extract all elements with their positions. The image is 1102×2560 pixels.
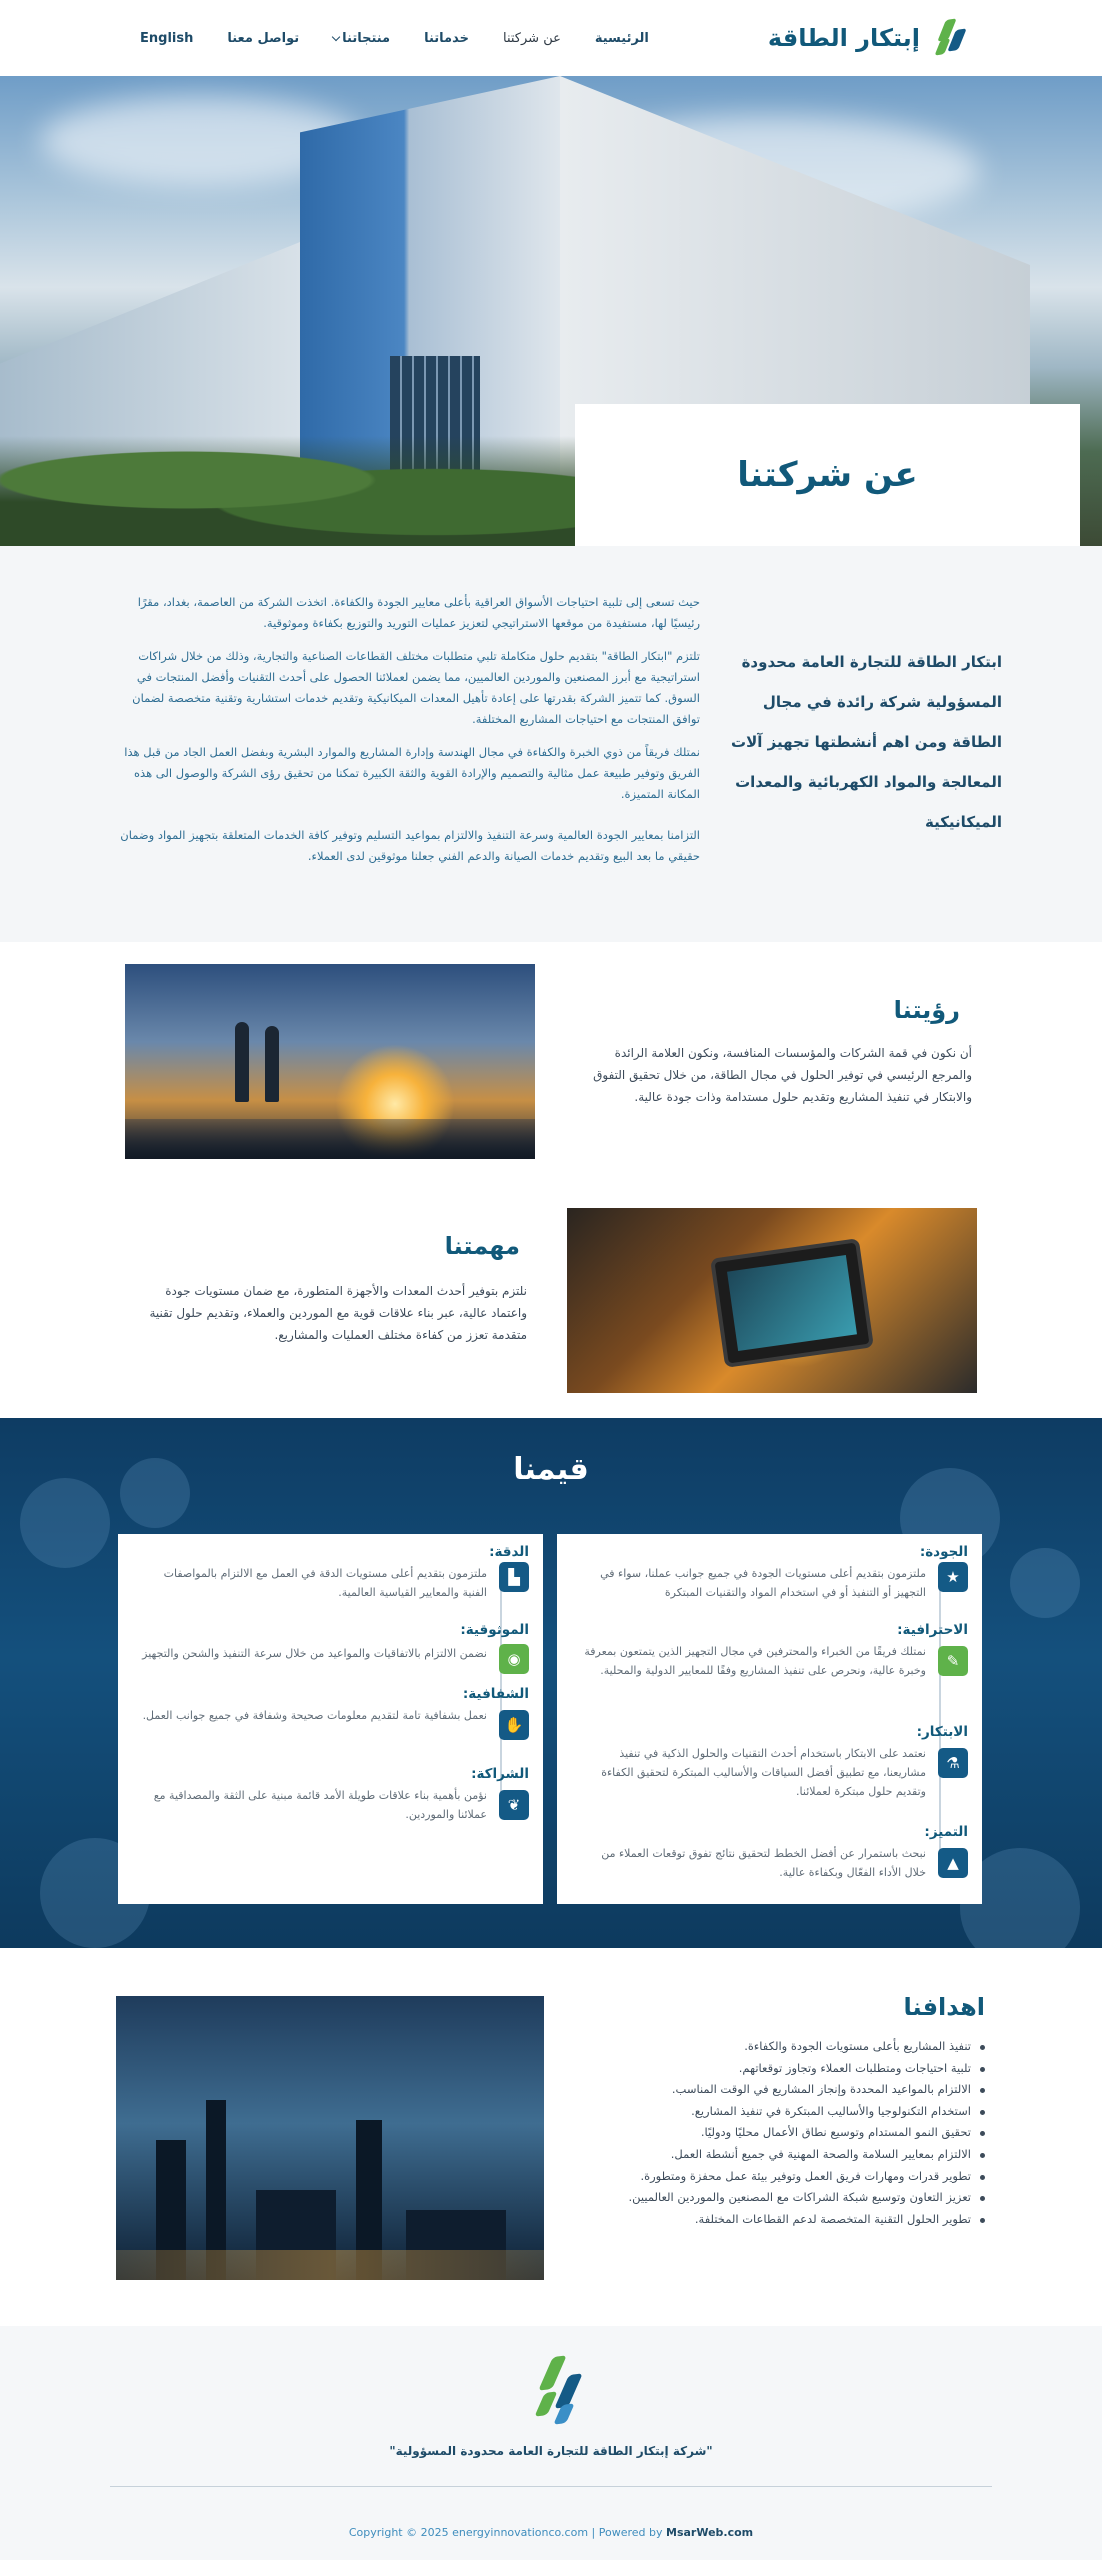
list-item: تطوير قدرات ومهارات فريق العمل وتوفير بيئة عمل محفزة ومتطورة. (565, 2166, 985, 2188)
value-title: الجودة: (919, 1544, 968, 1560)
goals-section (0, 1948, 1102, 2326)
award-icon: ★ (938, 1562, 968, 1592)
nav-products[interactable] (333, 31, 390, 46)
value-title: الدقة: (489, 1544, 529, 1560)
graduation-cap-icon: ▲ (938, 1848, 968, 1878)
footer (0, 2326, 1102, 2560)
nav-home[interactable]: الرئيسية (594, 30, 649, 46)
eye-icon: ◉ (499, 1644, 529, 1674)
footer-logo-icon (528, 2352, 588, 2426)
values-section (0, 1418, 1102, 1948)
list-item: استخدام التكنولوجيا والأساليب المبتكرة في تنفيذ المشاريع. (565, 2101, 985, 2123)
tools-icon: ✎ (938, 1646, 968, 1676)
hands-icon: ✋ (499, 1710, 529, 1740)
main-menu (140, 31, 649, 46)
value-text: نعتمد على الابتكار باستخدام أحدث التقنيات والحلول الذكية في تنفيذ مشاريعنا، مع تطبيق أفضل السياقات والأساليب المبتكرة لتحقيق الكفاءة وتقديم حلول مبتكرة لعملائنا. (601, 1747, 926, 1798)
vision-mission-section (0, 942, 1102, 1418)
list-item: تنفيذ المشاريع بأعلى مستويات الجودة والكفاءة. (565, 2036, 985, 2058)
about-paragraph: حيث تسعى إلى تلبية احتياجات الأسواق العراقية بأعلى معايير الجودة والكفاءة. اتخذت الشركة من العاصمة، بغداد، مقرًا رئيسيًا لها، مستفيدة من موقعها الاستراتيجي لتعزيز عمليات التوريد والتوزيع بكفاءة وموثوقية. (137, 595, 700, 630)
ruler-icon: ▙ (499, 1562, 529, 1592)
copyright-text: Copyright © 2025 energyinnovationco.com | Powered by (348, 2526, 666, 2539)
hero-title-card (575, 404, 1080, 546)
navbar (0, 0, 1102, 76)
footer-copyright (0, 2526, 1102, 2539)
nav-services[interactable]: خدماتنا (424, 30, 469, 46)
footer-divider (110, 2486, 992, 2487)
value-text: ملتزمون بتقديم أعلى مستويات الدقة في العمل مع الالتزام بالمواصفات الفنية والمعايير القياسية العالمية. (163, 1567, 487, 1599)
list-item: الالتزام بالمواعيد المحددة وإنجاز المشاريع في الوقت المناسب. (565, 2079, 985, 2101)
vision-image (125, 964, 535, 1159)
vision-text: أن نكون في قمة الشركات والمؤسسات المنافسة، ونكون العلامة الرائدة والمرجع الرئيسي في توفير الحلول في مجال الطاقة، من خلال تحقيق التفوق والابتكار في تنفيذ المشاريع وتقديم حلول مستدامة وذات جودة عالية. (593, 1046, 972, 1104)
value-text: نضمن الالتزام بالاتفاقيات والمواعيد من خلال سرعة التنفيذ والشحن والتجهيز (142, 1647, 487, 1660)
about-paragraph: تلتزم "ابتكار الطاقة" بتقديم حلول متكاملة تلبي متطلبات مختلف القطاعات الصناعية والتجارية، وذلك من خلال شراكات استراتيجية مع أبرز المصنعين والموردين العالميين، مما يضمن لعملائنا الحصول على أحدث التقنيات وأفضل المنتجات في السوق. كما تتميز الشركة بقدرتها على إعادة تأهيل المعدات الميكانيكية وتقديم خدمات استشارية وتقنية متخصصة لضمان توافق المنتجات مع احتياجات المشاريع المختلفة. (132, 649, 700, 726)
list-item: الالتزام بمعايير السلامة والصحة المهنية في جميع أنشطة العمل. (565, 2144, 985, 2166)
value-text: ملتزمون بتقديم أعلى مستويات الجودة في جميع جوانب عملنا، سواء في التجهيز أو التنفيذ أو في استخدام المواد والتقنيات المبتكرة (600, 1567, 926, 1599)
list-item: تحقيق النمو المستدام وتوسيع نطاق الأعمال محليًا ودوليًا. (565, 2122, 985, 2144)
list-item: تلبية احتياجات ومتطلبات العملاء وتجاوز توقعاتهم. (565, 2058, 985, 2080)
value-title: الشفافية: (462, 1686, 529, 1702)
nav-english[interactable]: English (140, 30, 194, 46)
value-title: الموثوقية: (460, 1622, 529, 1638)
flask-icon: ⚗ (938, 1748, 968, 1778)
nav-products-label: منتجاتنا (342, 30, 391, 46)
nav-contact[interactable]: تواصل معنا (227, 30, 300, 46)
values-title: قيمنا (513, 1452, 589, 1487)
values-card-left (118, 1534, 543, 1904)
powered-by-link[interactable] (666, 2526, 753, 2539)
goals-image (116, 1996, 544, 2280)
handshake-icon: ❦ (499, 1790, 529, 1820)
value-text: نعمل بشفافية تامة لتقديم معلومات صحيحة وشفافة في جميع جوانب العمل. (142, 1709, 487, 1722)
mission-title: مهمتنا (444, 1232, 520, 1260)
logo-icon (930, 15, 972, 61)
about-section (0, 546, 1102, 942)
value-title: الشراكة: (471, 1766, 529, 1782)
value-title: الابتكار: (916, 1724, 968, 1740)
value-title: التميز: (924, 1824, 968, 1840)
value-text: نبحث باستمرار عن أفضل الخطط لتحقيق نتائج تفوق توقعات العملاء من خلال الأداء الفعّال وبكفاءة عالية. (601, 1847, 926, 1879)
brand-name: إبتكار الطاقة (767, 24, 920, 52)
value-title: الاحترافية: (897, 1622, 968, 1638)
value-text: نؤمن بأهمية بناء علاقات طويلة الأمد قائمة مبنية على الثقة والمصداقية مع عملائنا والموردين. (153, 1789, 487, 1821)
about-body (110, 592, 700, 879)
page-title: عن شركتنا (737, 455, 918, 495)
vision-title: رؤيتنا (893, 996, 960, 1024)
powered-by-label: MsarWeb.com (666, 2526, 754, 2539)
list-item: تعزيز التعاون وتوسيع شبكة الشراكات مع المصنعين والموردين العالميين. (565, 2187, 985, 2209)
value-text: نمتلك فريقًا من الخبراء والمحترفين في مجال التجهيز الذين يتمتعون بمعرفة وخبرة عالية، ونحرص على تنفيذ المشاريع وفقًا للمعايير الدولية والمحلية. (584, 1645, 926, 1677)
mission-image (567, 1208, 977, 1393)
hero-banner (0, 76, 1102, 546)
values-card-right (557, 1534, 982, 1904)
about-paragraph: التزامنا بمعايير الجودة العالمية وسرعة التنفيذ والالتزام بمواعيد التسليم وتوفير كافة الخدمات المتعلقة بتجهيز المواد وضمان حقيقي ما بعد البيع وتقديم خدمات الصيانة والدعم الفني جعلنا موثوقين لدى العملاء. (120, 828, 700, 863)
about-headline: ابتكار الطاقة للتجارة العامة محدودة المسؤولية شركة رائدة في مجال الطاقة ومن اهم أنشطتها تجهيز آلات المعالجة والمواد الكهربائية والمعدات الميكانيكية (731, 653, 1002, 831)
list-item: تطوير الحلول التقنية المتخصصة لدعم القطاعات المختلفة. (565, 2209, 985, 2231)
footer-tagline: "شركة إبتكار الطاقة للتجارة العامة محدودة المسؤولية" (389, 2444, 713, 2458)
goals-list (565, 2036, 985, 2230)
mission-text: نلتزم بتوفير أحدث المعدات والأجهزة المتطورة، مع ضمان مستويات جودة واعتماد عالية، عبر بناء علاقات قوية مع الموردين والعملاء، وتقديم حلول تقنية متقدمة تعزز من كفاءة مختلف العمليات والمشاريع. (149, 1284, 527, 1342)
nav-about[interactable]: عن شركتنا (503, 30, 561, 46)
about-paragraph: نمتلك فريقاً من ذوي الخبرة والكفاءة في مجال الهندسة وإدارة المشاريع والموارد البشرية وبفضل العمل الجاد من قبل هذا الفريق وتوفير طبيعة عمل مثالية والتصميم والإرادة القوية والثقة الكبيرة تمكنا من تحقيق رؤى الشركة والوصول الى هذه المكانة المتميزة. (124, 745, 700, 801)
chevron-down-icon (332, 32, 340, 40)
goals-title: اهدافنا (903, 1993, 985, 2021)
brand-link[interactable] (768, 15, 972, 61)
